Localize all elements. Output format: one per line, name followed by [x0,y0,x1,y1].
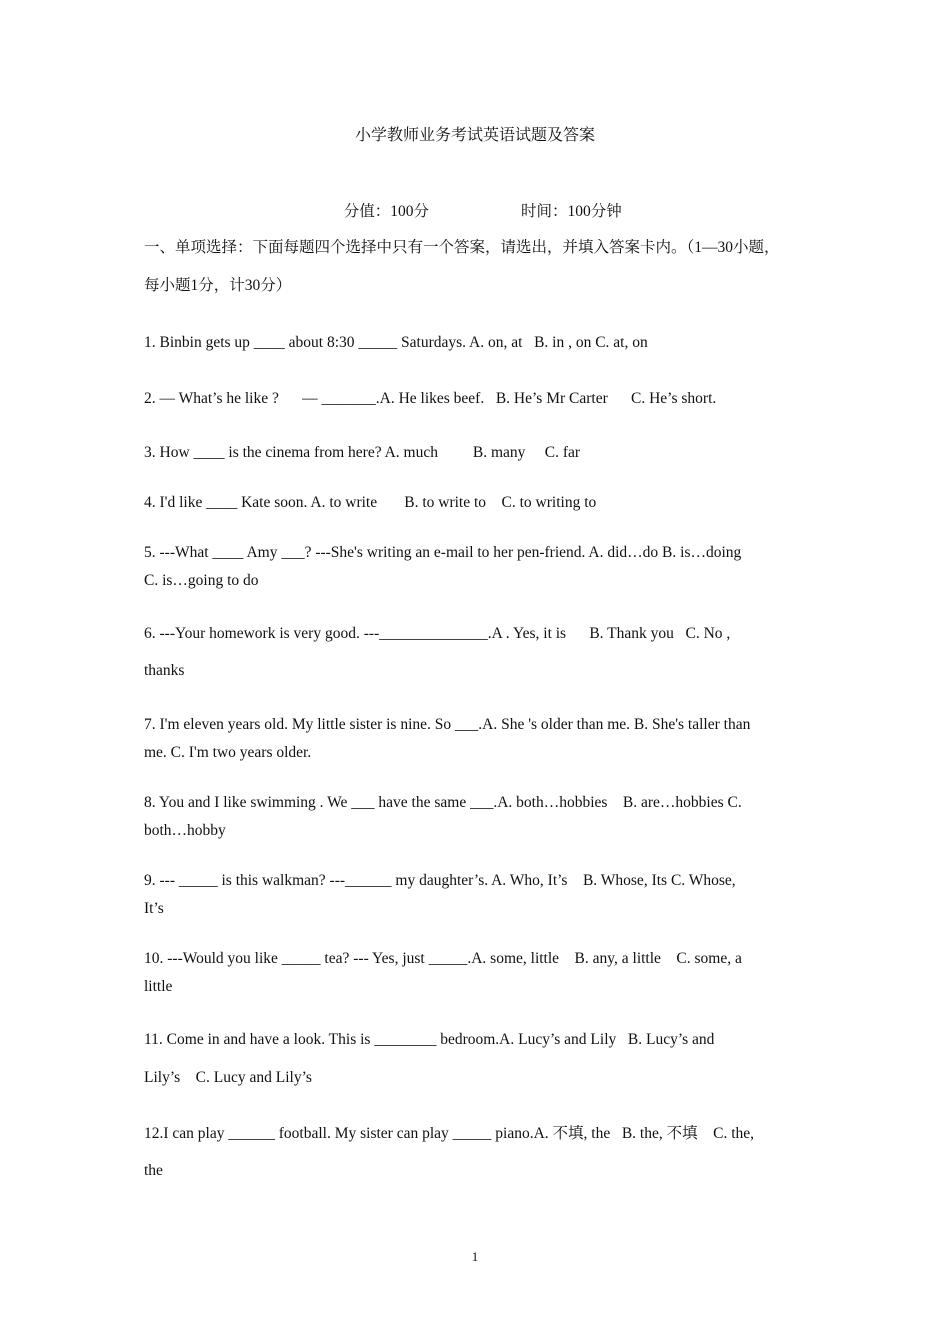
section-heading-line-2: 每小题1分，计30分） [144,277,292,294]
question-3: 3. How ____ is the cinema from here? A. much B. many C. far [144,444,581,461]
question-4: 4. I'd like ____ Kate soon. A. to write B. to write to C. to writing to [144,494,597,511]
question-11-line-1: 11. Come in and have a look. This is ________ bedroom.A. Lucy’s and Lily B. Lucy’s and [144,1031,715,1048]
score-label: 分值：100分 [343,203,429,220]
question-12-line-1: 12.I can play ______ football. My sister can play _____ piano.A. 不填, the B. the, 不填 C. the, [144,1125,755,1142]
question-10-line-2: little [144,978,173,995]
time-label: 时间：100分钟 [521,203,622,220]
question-11-line-2: Lily’s C. Lucy and Lily’s [144,1069,312,1086]
question-1: 1. Binbin gets up ____ about 8:30 _____ Saturdays. A. on, at B. in , on C. at, on [144,334,648,351]
question-2: 2. — What’s he like ? — _______.A. He likes beef. B. He’s Mr Carter C. He’s short. [144,390,717,407]
question-7-line-1: 7. I'm eleven years old. My little sister is nine. So ___.A. She 's older than me. B. She's taller than [144,716,751,733]
question-9-line-1: 9. --- _____ is this walkman? ---______ my daughter’s. A. Who, It’s B. Whose, Its C. Whose, [144,872,736,889]
exam-meta [0,182,950,242]
question-8-line-2: both…hobby [144,822,226,839]
question-12-line-2: the [144,1162,163,1179]
question-10-line-1: 10. ---Would you like _____ tea? --- Yes, just _____.A. some, little B. any, a little C. some, a [144,950,742,967]
question-5-line-1: 5. ---What ____ Amy ___? ---She's writing an e-mail to her pen-friend. A. did…do B. is…doing [144,544,742,561]
question-8-line-1: 8. You and I like swimming . We ___ have the same ___.A. both…hobbies B. are…hobbies C. [144,794,742,811]
question-9-line-2: It’s [144,900,164,917]
question-6-line-2: thanks [144,662,185,679]
document-title: 小学教师业务考试英语试题及答案 [354,127,595,144]
question-6-line-1: 6. ---Your homework is very good. ---______________.A . Yes, it is B. Thank you C. No , [144,625,731,642]
question-7-line-2: me. C. I'm two years older. [144,744,312,761]
section-heading-line-1: 一、单项选择：下面每题四个选择中只有一个答案，请选出，并填入答案卡内。（1—30小题， [144,239,780,256]
question-5-line-2: C. is…going to do [144,572,259,589]
page-number: 1 [471,1249,479,1264]
